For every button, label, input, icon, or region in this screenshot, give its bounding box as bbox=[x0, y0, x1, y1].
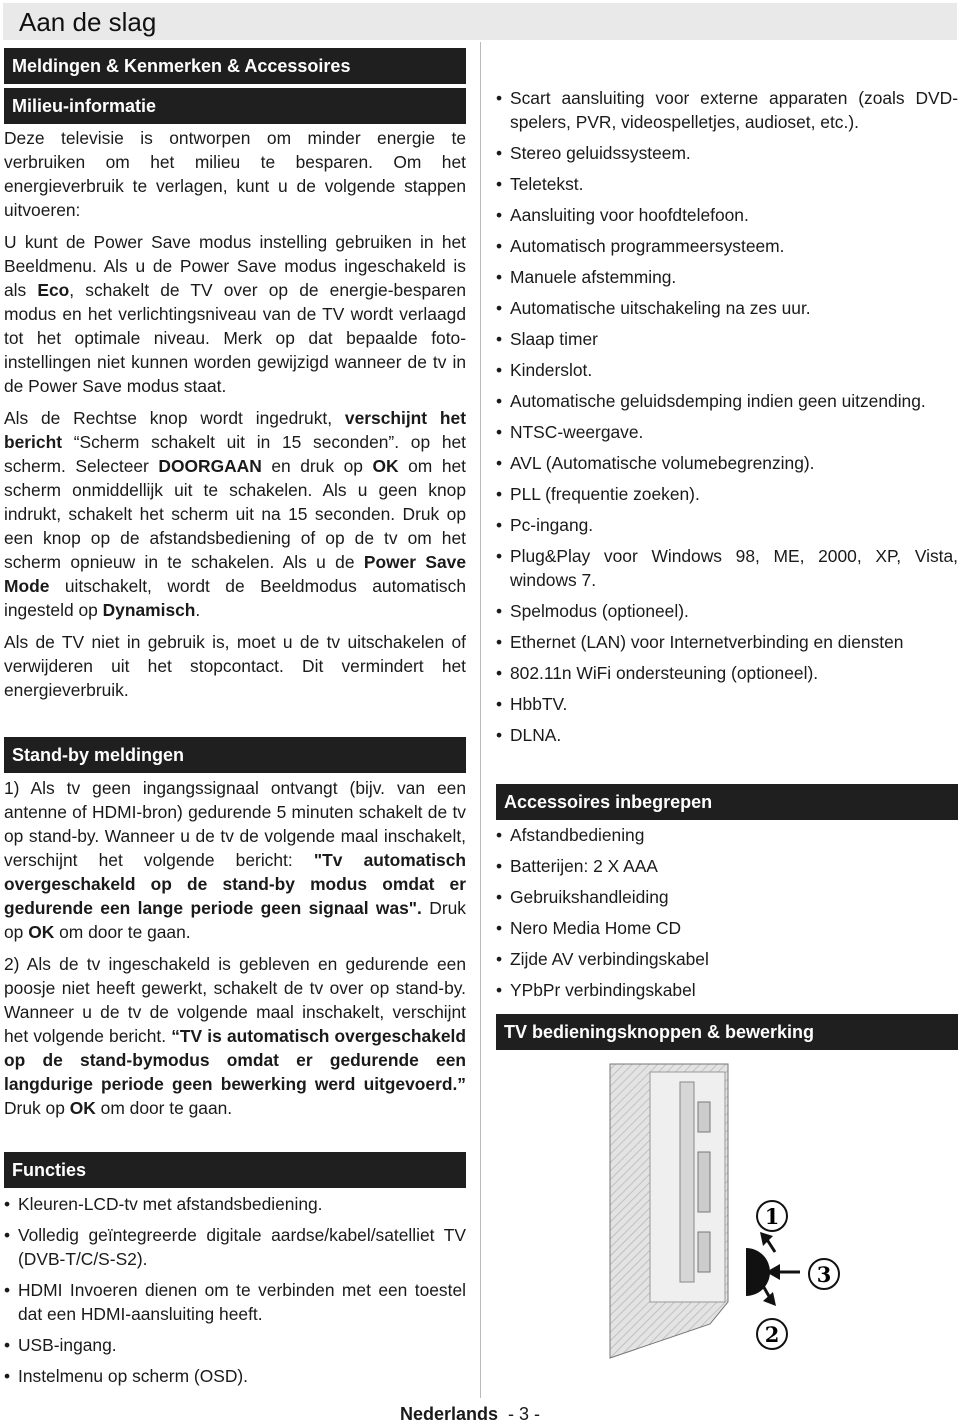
milieu-paragraph-4: Als de TV niet in gebruik is, moet u de tv uitschakelen of verwijderen uit het stopcontact. Dit vermindert het energieverbruik. bbox=[4, 632, 466, 700]
list-item: • Instelmenu op scherm (OSD). bbox=[4, 1364, 466, 1388]
accessoires-list bbox=[496, 823, 958, 1009]
milieu-paragraph-2: U kunt de Power Save modus instelling gebruiken in het Beeldmenu. Als u de Power Save modus ingeschakeld is als Eco, schakelt de TV over op de energie-besparen modus en het verlichtingsniveau van de TV wordt verlaagd tot het optimale niveau. Merk op dat bepaalde foto-instellingen niet kunnen worden gewijzigd wanneer de tv in de Power Save modus staat. bbox=[4, 232, 466, 396]
tv-controls-diagram bbox=[600, 1062, 860, 1362]
heading-standby bbox=[4, 737, 466, 773]
callout-2 bbox=[757, 1319, 787, 1349]
page-title: Aan de slag bbox=[19, 7, 157, 37]
list-item: • Ethernet (LAN) voor Internetverbinding en diensten bbox=[496, 630, 958, 654]
list-item: • HbbTV. bbox=[496, 692, 958, 716]
section-main-heading bbox=[4, 48, 466, 84]
list-item: • Batterijen: 2 X AAA bbox=[496, 854, 958, 878]
callout-3-label: 3 bbox=[816, 1262, 832, 1287]
standby-paragraph-1: 1) Als tv geen ingangssignaal ontvangt (bijv. van een antenne of HDMI-bron) gedurende 5 minuten schakelt de tv op stand-by. Wanneer u de tv de volgende maal inschakelt, verschijnt het volgende bericht: "Tv automatisch overgeschakeld op de stand-by modus omdat er gedurende een lange periode geen signaal was". Druk op OK om door te gaan. bbox=[4, 778, 467, 942]
list-item: • Automatische uitschakeling na zes uur. bbox=[496, 296, 958, 320]
heading-milieu bbox=[4, 88, 466, 124]
list-item: • Spelmodus (optioneel). bbox=[496, 599, 958, 623]
main-heading-text: Meldingen & Kenmerken & Accessoires bbox=[12, 56, 351, 76]
list-item: • AVL (Automatische volumebegrenzing). bbox=[496, 451, 958, 475]
list-item: • PLL (frequentie zoeken). bbox=[496, 482, 958, 506]
milieu-heading-text: Milieu-informatie bbox=[12, 96, 157, 116]
heading-tv-controls bbox=[496, 1014, 958, 1050]
functies-list-left bbox=[4, 1192, 466, 1395]
list-item: • Kleuren-LCD-tv met afstandsbediening. bbox=[4, 1192, 466, 1216]
heading-accessoires bbox=[496, 784, 958, 820]
list-item: • Automatische geluidsdemping indien geen uitzending. bbox=[496, 389, 958, 413]
milieu-paragraph-3: Als de Rechtse knop wordt ingedrukt, verschijnt het bericht “Scherm schakelt uit in 15 seconden”. op het scherm. Selecteer DOORGAAN en druk op OK om het scherm onmiddellijk uit te schakelen. Als u geen knop indrukt, schakelt het scherm uit na 15 seconden. Druk op een knop op de afstandsbediening of op de tv om het scherm opnieuw in te schakelen. Als u de Power Save Mode uitschakelt, wordt de Beeldmodus automatisch ingesteld op Dynamisch. bbox=[4, 408, 466, 620]
list-item: • Stereo geluidssysteem. bbox=[496, 141, 958, 165]
standby-text bbox=[4, 776, 466, 1128]
milieu-text bbox=[4, 126, 466, 710]
callout-2-label: 2 bbox=[764, 1322, 780, 1347]
tv-connector bbox=[698, 1102, 710, 1132]
list-item: • Aansluiting voor hoofdtelefoon. bbox=[496, 203, 958, 227]
list-item: • YPbPr verbindingskabel bbox=[496, 978, 958, 1002]
standby-heading-text: Stand-by meldingen bbox=[12, 745, 185, 765]
list-item: • 802.11n WiFi ondersteuning (optioneel). bbox=[496, 661, 958, 685]
callout-3 bbox=[809, 1259, 839, 1289]
list-item: • Automatisch programmeersysteem. bbox=[496, 234, 958, 258]
list-item: • Volledig geïntegreerde digitale aardse/kabel/satelliet TV (DVB-T/C/S-S2). bbox=[4, 1223, 466, 1271]
callout-1 bbox=[757, 1201, 787, 1231]
list-item: • Manuele afstemming. bbox=[496, 265, 958, 289]
tv-controls-heading-text: TV bedieningsknoppen & bewerking bbox=[504, 1022, 815, 1042]
list-item: • USB-ingang. bbox=[4, 1333, 466, 1357]
heading-functies bbox=[4, 1152, 466, 1188]
tv-connector bbox=[698, 1232, 710, 1272]
list-item: • Pc-ingang. bbox=[496, 513, 958, 537]
page-number: - 3 - bbox=[508, 1404, 541, 1424]
list-item: • Zijde AV verbindingskabel bbox=[496, 947, 958, 971]
footer-language: Nederlands bbox=[400, 1404, 499, 1424]
list-item: • DLNA. bbox=[496, 723, 958, 747]
functies-list-right bbox=[496, 86, 958, 754]
list-item: • Afstandbediening bbox=[496, 823, 958, 847]
standby-paragraph-2: 2) Als de tv ingeschakeld is gebleven en gedurende een poosje niet heeft gewerkt, schakelt de tv over op stand-by. Wanneer u de tv de volgende maal inschakelt, verschijnt het volgende bericht. “TV is automatisch overgeschakeld op de stand-bymodus omdat er gedurende een langdurige periode geen bewerking werd uitgevoerd.” Druk op OK om door te gaan. bbox=[4, 954, 466, 1118]
list-item: • Nero Media Home CD bbox=[496, 916, 958, 940]
list-item: • Teletekst. bbox=[496, 172, 958, 196]
page-footer bbox=[400, 1404, 540, 1425]
accessoires-heading-text: Accessoires inbegrepen bbox=[504, 792, 713, 812]
functies-heading-text: Functies bbox=[12, 1160, 87, 1180]
list-item: • HDMI Invoeren dienen om te verbinden met een toestel dat een HDMI-aansluiting heeft. bbox=[4, 1278, 466, 1326]
list-item: • Scart aansluiting voor externe apparaten (zoals DVD-spelers, PVR, videospelletjes, audioset, etc.). bbox=[496, 86, 958, 134]
arrow-down-head bbox=[763, 1292, 776, 1306]
milieu-paragraph-1: Deze televisie is ontworpen om minder energie te verbruiken om het milieu te besparen. Om het energieverbruik te verlagen, kunt u de volgende stappen uitvoeren: bbox=[4, 128, 466, 220]
list-item: • Kinderslot. bbox=[496, 358, 958, 382]
list-item: • NTSC-weergave. bbox=[496, 420, 958, 444]
tv-connector bbox=[698, 1152, 710, 1212]
list-item: • Gebruikshandleiding bbox=[496, 885, 958, 909]
column-divider bbox=[480, 42, 481, 1398]
tv-connector-strip bbox=[680, 1082, 694, 1282]
page-header bbox=[3, 3, 957, 40]
list-item: • Plug&Play voor Windows 98, ME, 2000, XP, Vista, windows 7. bbox=[496, 544, 958, 592]
list-item: • Slaap timer bbox=[496, 327, 958, 351]
callout-1-label: 1 bbox=[764, 1204, 780, 1229]
